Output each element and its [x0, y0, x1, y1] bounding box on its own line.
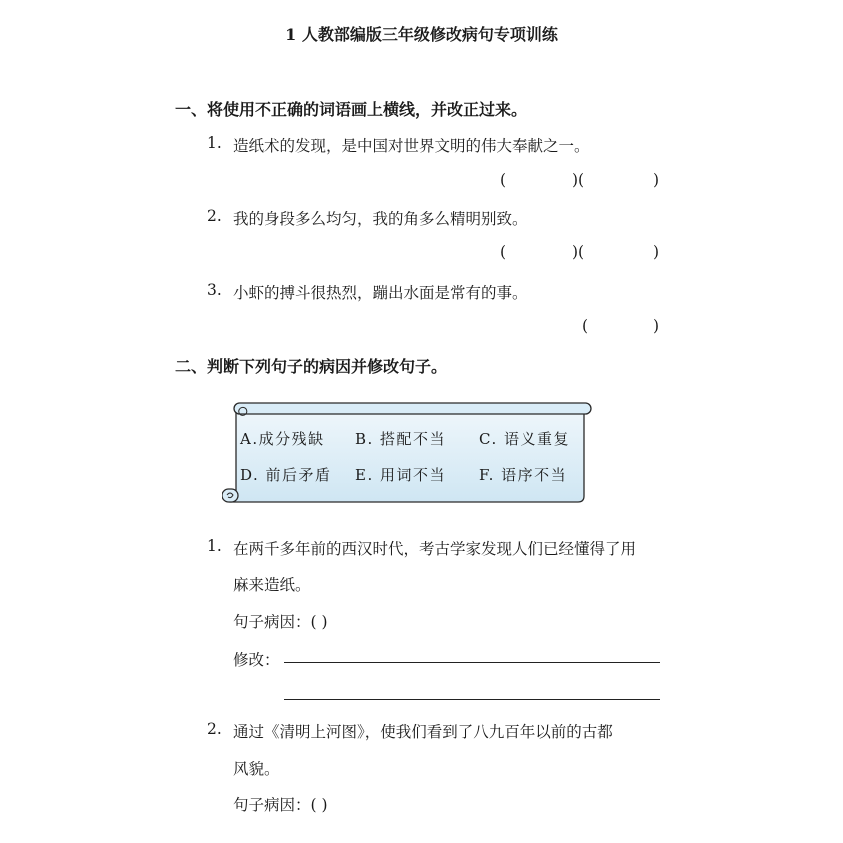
scroll-frame-icon	[222, 400, 592, 506]
s1-q3-answer-open: (	[582, 317, 589, 335]
option-f: F. 语序不当	[479, 466, 568, 484]
s1-q1-answer-close: )	[653, 171, 660, 189]
s2-q1-answer-line-2	[284, 699, 660, 700]
s2-q1-number: 1.	[207, 537, 222, 555]
s2-q1-fix-label: 修改：	[233, 651, 280, 669]
s1-q2-answer-close: )	[653, 243, 660, 261]
section1-heading: 一、将使用不正确的词语画上横线，并改正过来。	[175, 100, 528, 119]
s1-q1-answer-open: (	[500, 171, 507, 189]
option-a: A.成分残缺	[240, 430, 325, 448]
s2-q2-line2: 风貌。	[233, 760, 280, 778]
s1-q3-answer-close: )	[653, 317, 660, 335]
options-scroll-box	[222, 400, 592, 506]
s1-q1-number: 1.	[207, 134, 222, 152]
option-e: E. 用词不当	[355, 466, 446, 484]
s1-q3-text: 小虾的搏斗很热烈，蹦出水面是常有的事。	[233, 284, 528, 302]
s2-q2-number: 2.	[207, 720, 222, 738]
s2-q1-answer-line-1	[284, 662, 660, 663]
s1-q2-number: 2.	[207, 207, 222, 225]
s1-q2-answer-open: (	[500, 243, 507, 261]
s2-q1-line1: 在两千多年前的西汉时代，考古学家发现人们已经懂得了用	[233, 540, 637, 558]
s1-q3-number: 3.	[207, 281, 222, 299]
page-title: 1 人教部编版三年级修改病句专项训练	[285, 25, 558, 44]
s2-q1-cause-label: 句子病因：( )	[233, 613, 328, 631]
s2-q2-line1: 通过《清明上河图》，使我们看到了八九百年以前的古都	[233, 723, 613, 741]
s1-q2-text: 我的身段多么均匀，我的角多么精明别致。	[233, 210, 528, 228]
s2-q1-line2: 麻来造纸。	[233, 576, 311, 594]
s1-q1-text: 造纸术的发现，是中国对世界文明的伟大奉献之一。	[233, 137, 590, 155]
option-d: D. 前后矛盾	[240, 466, 332, 484]
s2-q2-cause-label: 句子病因：( )	[233, 796, 328, 814]
s1-q1-answer-mid: )(	[572, 171, 585, 189]
option-b: B. 搭配不当	[355, 430, 447, 448]
option-c: C. 语义重复	[479, 430, 570, 448]
section2-heading: 二、判断下列句子的病因并修改句子。	[175, 357, 448, 376]
s1-q2-answer-mid: )(	[572, 243, 585, 261]
